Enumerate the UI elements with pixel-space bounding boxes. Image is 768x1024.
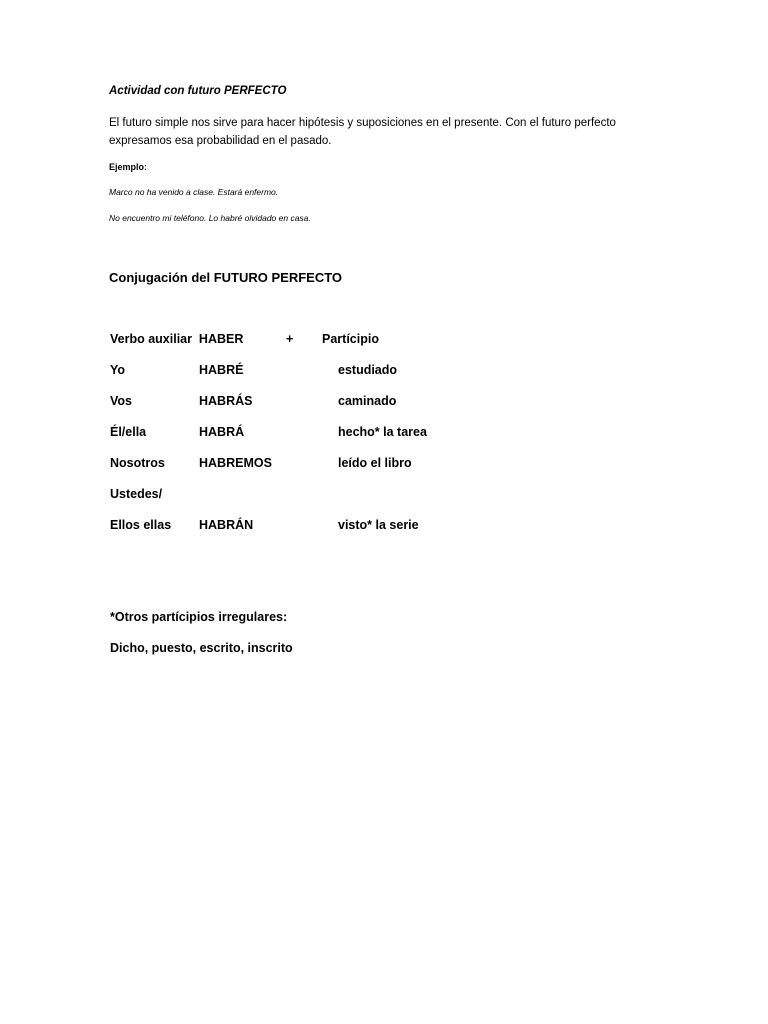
row-participle: estudiado [338, 363, 398, 377]
row-pronoun: Yo [110, 363, 126, 377]
table-header-auxiliary: Verbo auxiliar HABER [110, 332, 244, 346]
intro-paragraph: El futuro simple nos sirve para hacer hipótesis y suposiciones en el presente. Con el futuro perfecto expresamos esa probabilidad en el pasado. [109, 117, 616, 147]
row-form: HABRÁN [199, 518, 254, 532]
irregular-participles-heading: *Otros partícipios irregulares: [110, 610, 288, 624]
row-pronoun: Él/ella [110, 425, 147, 439]
row-form: HABRÁS [199, 394, 253, 408]
conjugation-heading: Conjugación del FUTURO PERFECTO [109, 270, 343, 285]
row-pronoun: Nosotros [110, 456, 165, 470]
example-sentence: No encuentro mi teléfono. Lo habré olvidado en casa. [109, 213, 311, 223]
example-sentence: Marco no ha venido a clase. Estará enfermo. [109, 187, 279, 197]
irregular-participles-list: Dicho, puesto, escrito, inscrito [110, 641, 293, 655]
row-participle: caminado [338, 394, 397, 408]
row-pronoun: Ustedes/ [110, 487, 163, 501]
row-participle: hecho* la tarea [338, 425, 427, 439]
row-form: HABRÉ [199, 363, 244, 377]
document-title: Actividad con futuro PERFECTO [109, 85, 287, 97]
table-header-plus: + [286, 332, 294, 346]
row-participle: visto* la serie [338, 518, 419, 532]
row-pronoun: Vos [110, 394, 132, 408]
row-participle: leído el libro [338, 456, 412, 470]
example-label: Ejemplo: [109, 162, 148, 172]
row-pronoun: Ellos ellas [110, 518, 172, 532]
row-form: HABREMOS [199, 456, 272, 470]
table-header-participle: Partícipio [322, 332, 379, 346]
row-form: HABRÁ [199, 425, 245, 439]
